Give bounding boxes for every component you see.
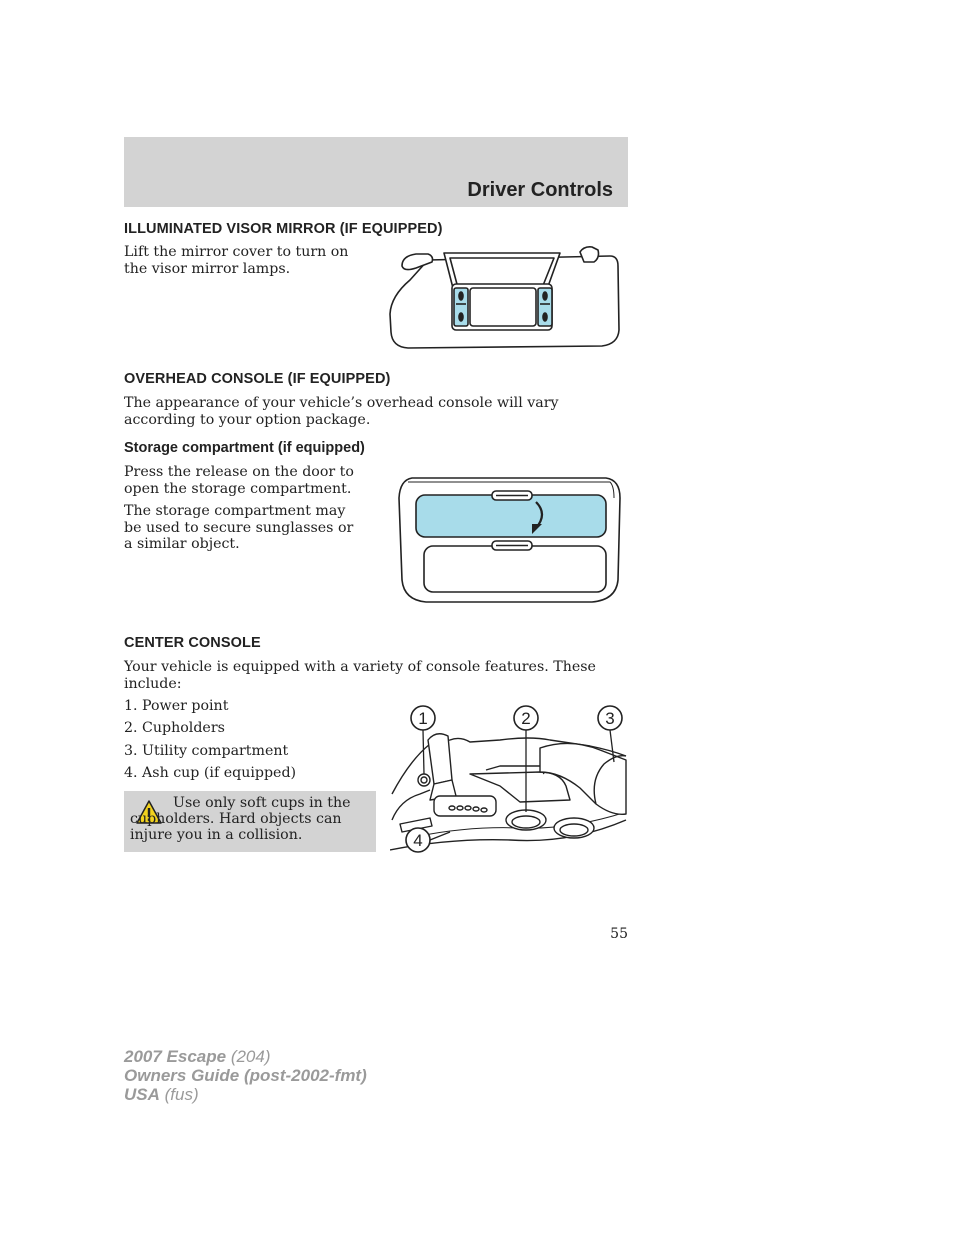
footer-guide: Owners Guide (post-2002-fmt) [124, 1066, 367, 1085]
overhead-text: The appearance of your vehicle’s overhead console will vary according to your option package. [124, 395, 559, 428]
visor-mirror-illustration [388, 244, 624, 352]
callout-3: 3 [605, 709, 615, 728]
center-text: Your vehicle is equipped with a variety of console features. These include: [124, 659, 596, 692]
overhead-heading: OVERHEAD CONSOLE (IF EQUIPPED) [124, 371, 391, 387]
storage-text-1: Press the release on the door to open the storage compartment. [124, 464, 354, 497]
warning-box [124, 791, 376, 852]
callout-2: 2 [521, 709, 531, 728]
list-item: 1. Power point [124, 698, 229, 714]
visor-text: Lift the mirror cover to turn on the visor mirror lamps. [124, 244, 349, 277]
center-console-illustration [390, 700, 628, 862]
center-heading: CENTER CONSOLE [124, 635, 261, 651]
page-number: 55 [610, 926, 628, 942]
footer [124, 1047, 367, 1104]
header-band [124, 137, 628, 207]
list-item: 4. Ash cup (if equipped) [124, 765, 297, 781]
storage-text-2: The storage compartment may be used to secure sunglasses or a similar object. [124, 503, 354, 552]
visor-heading: ILLUMINATED VISOR MIRROR (IF EQUIPPED) [124, 221, 443, 237]
footer-model-code: (204) [226, 1047, 271, 1066]
list-item: 2. Cupholders [124, 720, 225, 736]
storage-heading: Storage compartment (if equipped) [124, 440, 365, 456]
callout-4: 4 [413, 831, 423, 850]
warning-text: Use only soft cups in the cupholders. Hard objects can injure you in a collision. [130, 795, 351, 843]
overhead-console-illustration [396, 476, 624, 606]
footer-model: 2007 Escape [124, 1047, 227, 1066]
footer-market-code: (fus) [159, 1085, 199, 1104]
list-item: 3. Utility compartment [124, 743, 289, 759]
footer-market: USA [124, 1085, 160, 1104]
page-title: Driver Controls [467, 179, 613, 201]
callout-1: 1 [418, 709, 428, 728]
